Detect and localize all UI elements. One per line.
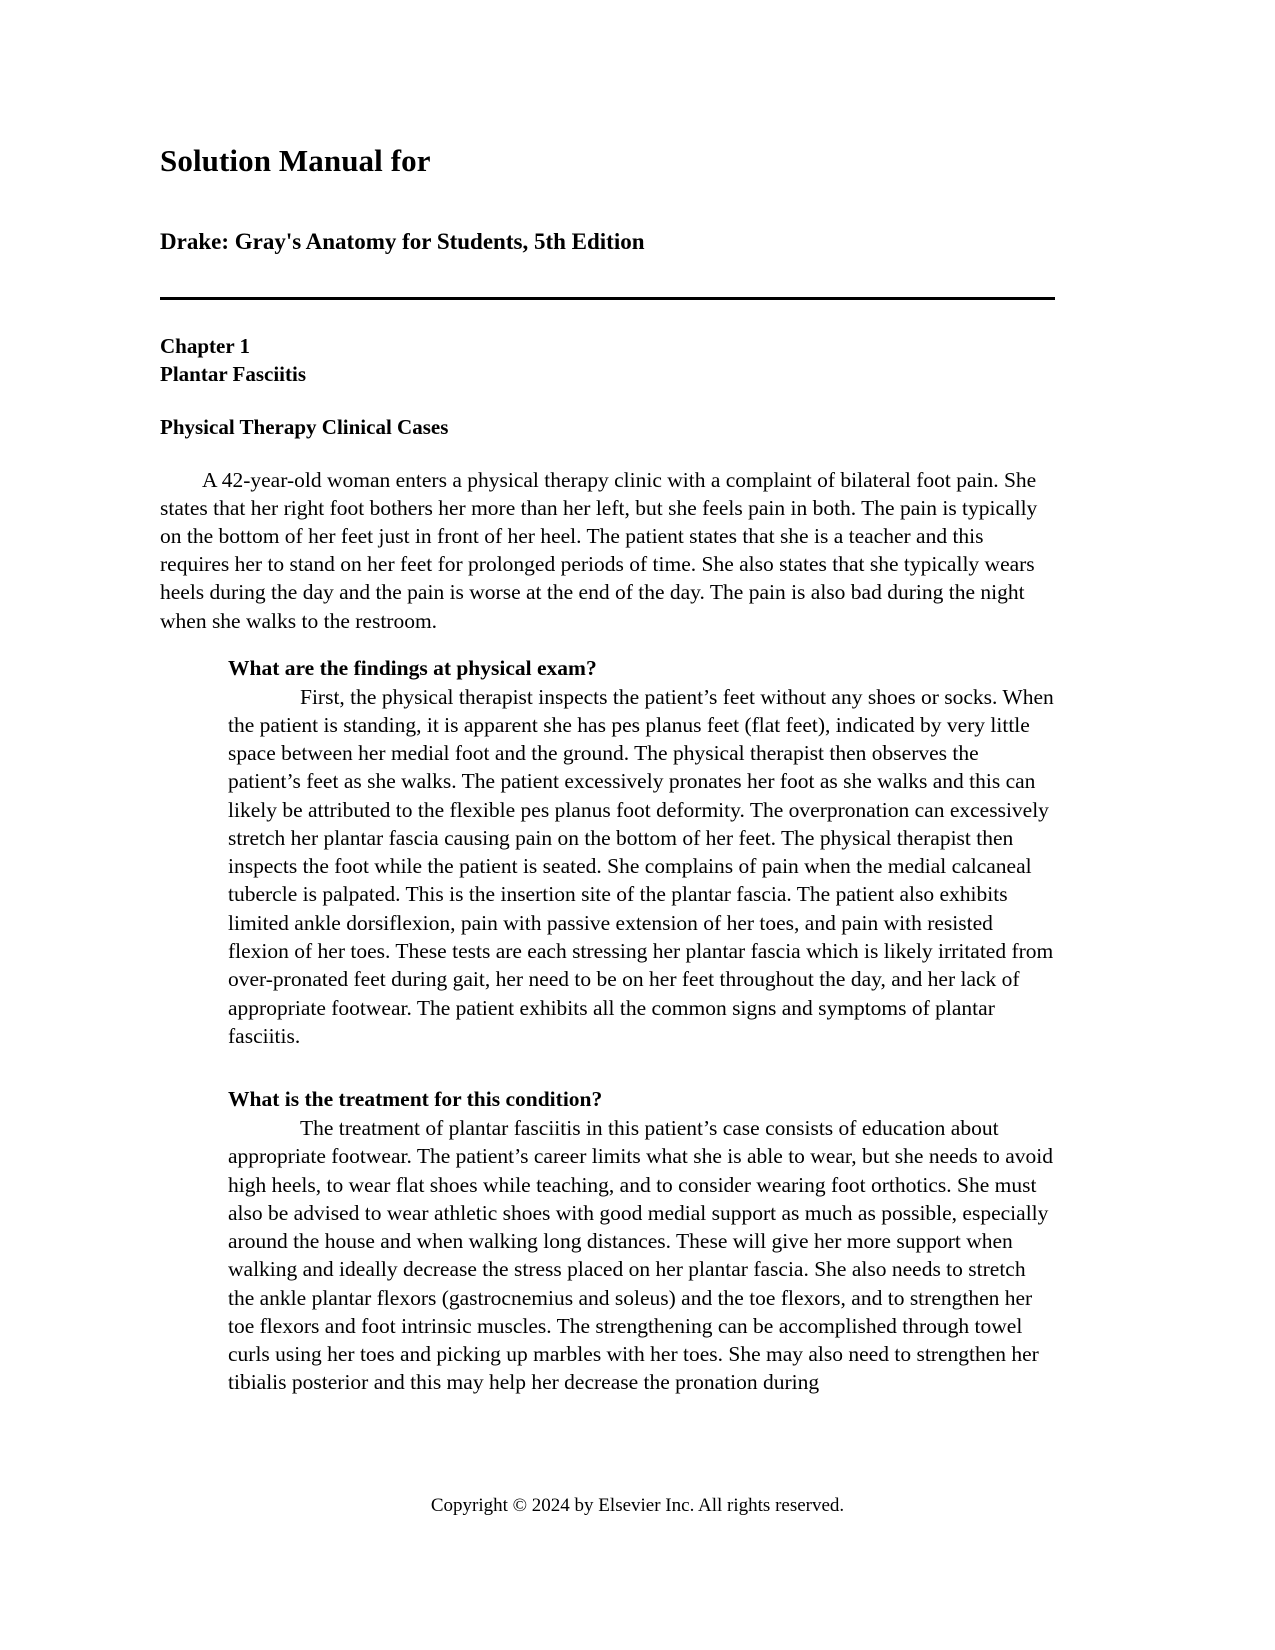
page-title: Solution Manual for: [160, 143, 431, 178]
answer-paragraph-treatment: The treatment of plantar fasciitis in this patient’s case consists of education about appropriate footwear. The patient’s career limits what she is able to wear, but she needs to avoid high heels, to wear flat shoes while teaching, and to consider wearing foot orthotics. She must also be advised to wear athletic shoes with good medial support as much as possible, especially around the house and when walking long distances. These will give her more support when walking and ideally decrease the stress placed on her plantar fascia. She also needs to stretch the ankle plantar flexors (gastrocnemius and soleus) and the toe flexors, and to strengthen her toe flexors and foot intrinsic muscles. The strengthening can be accomplished through towel curls using her toes and picking up marbles with her toes. She may also need to strengthen her tibialis posterior and this may help her decrease the pronation during: [228, 1116, 1054, 1395]
chapter-number: Chapter 1: [160, 334, 251, 358]
chapter-title: Plantar Fasciitis: [160, 361, 307, 386]
chapter-heading: [160, 297, 1055, 388]
question-heading-findings: What are the findings at physical exam?: [228, 655, 597, 680]
section-heading: Physical Therapy Clinical Cases: [160, 415, 449, 440]
intro-paragraph: A 42-year-old woman enters a physical therapy clinic with a complaint of bilateral foot pain. She states that her right foot bothers her more than her left, but she feels pain in both. The pain is typically on the bottom of her feet just in front of her heel. The patient states that she is a teacher and this requires her to stand on her feet for prolonged periods of time. She also states that she typically wears heels during the day and the pain is worse at the end of the day. The pain is also bad during the night when she walks to the restroom.: [160, 467, 1038, 633]
document-subtitle: Drake: Gray's Anatomy for Students, 5th Edition: [160, 228, 645, 254]
qa-block-findings: [160, 635, 1055, 1050]
qa-block-treatment: [160, 1050, 1055, 1397]
answer-paragraph-findings: First, the physical therapist inspects the patient’s feet without any shoes or socks. When the patient is standing, it is apparent she has pes planus feet (flat feet), indicated by very little space between her medial foot and the ground. The physical therapist then observes the patient’s feet as she walks. The patient excessively pronates her foot as she walks and this can likely be attributed to the flexible pes planus foot deformity. The overpronation can excessively stretch her plantar fascia causing pain on the bottom of her feet. The physical therapist then inspects the foot while the patient is seated. She complains of pain when the medial calcaneal tubercle is palpated. This is the insertion site of the plantar fascia. The patient also exhibits limited ankle dorsiflexion, pain with passive extension of her toes, and pain with resisted flexion of her toes. These tests are each stressing her plantar fascia which is likely irritated from over-pronated feet during gait, her need to be on her feet throughout the day, and her lack of appropriate footwear. The patient exhibits all the common signs and symptoms of plantar fasciitis.: [228, 684, 1054, 1048]
copyright-footer: Copyright © 2024 by Elsevier Inc. All rights reserved.: [430, 1495, 845, 1516]
document-body: [160, 297, 1055, 1397]
question-heading-treatment: What is the treatment for this condition?: [228, 1087, 603, 1112]
document-content: [160, 0, 1055, 255]
